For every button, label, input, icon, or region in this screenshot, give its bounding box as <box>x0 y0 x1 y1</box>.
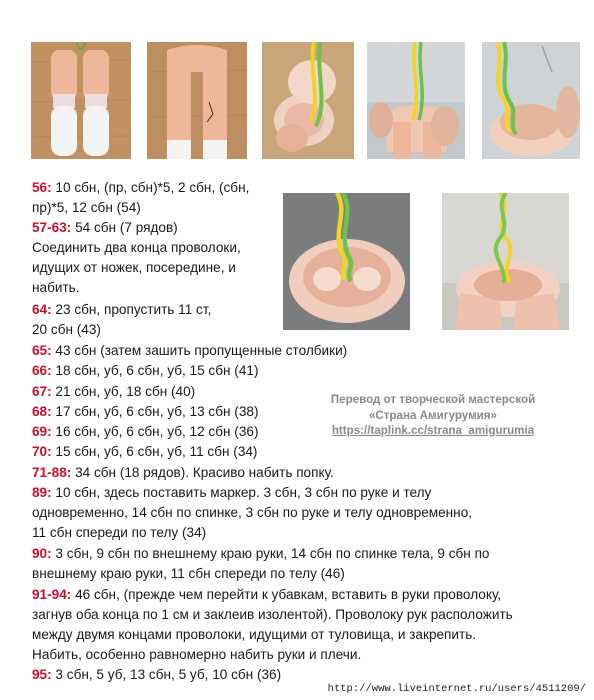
instruction-line <box>32 564 345 583</box>
instruction-line <box>32 585 501 604</box>
instruction-line <box>32 422 258 441</box>
instruction-line <box>32 544 490 563</box>
row-number: 71-88: <box>32 465 72 480</box>
row-text: 10 сбн, (пр, сбн)*5, 2 сбн, (сбн, <box>51 180 250 195</box>
watermark-studio-name: «Страна Амигурумия» <box>368 408 498 422</box>
instruction-line <box>32 605 513 624</box>
row-text: загнув оба конца по 1 см и заклеив изолентой). Проволоку рук расположить <box>32 607 513 622</box>
watermark-credit: Перевод от творческой мастерской <box>330 393 536 406</box>
instruction-line <box>32 258 236 277</box>
row-text: 21 сбн, уб, 18 сбн (40) <box>51 384 196 399</box>
instruction-line <box>32 645 361 664</box>
row-number: 89: <box>32 485 52 500</box>
row-text: идущих от ножек, посередине, и <box>32 260 236 275</box>
row-number: 66: <box>32 363 52 378</box>
photo-wire-stuffing-legs <box>367 42 465 159</box>
row-text: 16 сбн, уб, 6 сбн, уб, 12 сбн (36) <box>51 424 259 439</box>
row-text: 43 сбн (затем зашить пропущенные столбики) <box>51 343 348 358</box>
row-number: 57-63: <box>32 220 72 235</box>
instruction-line <box>32 320 101 339</box>
row-text: 3 сбн, 9 сбн по внешнему краю руки, 14 сбн по спинке тела, 9 сбн по <box>51 546 490 561</box>
row-text: 18 сбн, уб, 6 сбн, уб, 15 сбн (41) <box>51 363 259 378</box>
instruction-line <box>32 382 195 401</box>
row-number: 91-94: <box>32 587 72 602</box>
instruction-line <box>32 361 258 380</box>
instruction-line <box>32 218 178 237</box>
row-text: 34 сбн (18 рядов). Красиво набить попку. <box>71 465 334 480</box>
row-number: 68: <box>32 404 52 419</box>
row-text: пр)*5, 12 сбн (54) <box>32 200 141 215</box>
row-text: 15 сбн, уб, 6 сбн, уб, 11 сбн (34) <box>51 444 258 459</box>
instruction-line <box>32 625 476 644</box>
instruction-line <box>32 238 241 257</box>
row-number: 70: <box>32 444 52 459</box>
row-text: 20 сбн (43) <box>32 322 101 337</box>
row-text: внешнему краю руки, 11 сбн спереди по телу (46) <box>32 566 345 581</box>
row-number: 90: <box>32 546 52 561</box>
instruction-line <box>32 341 347 360</box>
instruction-line <box>32 278 80 297</box>
instruction-line <box>32 300 211 319</box>
instruction-line <box>32 463 334 482</box>
translation-watermark <box>300 392 566 439</box>
row-text: одновременно, 14 сбн по спинке, 3 сбн по руке и телу одновременно, <box>32 505 473 520</box>
row-number: 56: <box>32 180 52 195</box>
photo-wire-inside-legs <box>262 42 354 159</box>
row-text: Соединить два конца проволоки, <box>32 240 241 255</box>
row-text: 46 сбн, (прежде чем перейти к убавкам, вставить в руки проволоку, <box>71 587 502 602</box>
row-text: 11 сбн спереди по телу (34) <box>32 525 207 540</box>
instruction-line <box>32 503 472 522</box>
source-url[interactable]: http://www.liveinternet.ru/users/4511209/ <box>327 683 586 695</box>
watermark-link[interactable]: https://taplink.cc/strana_amigurumia <box>331 424 535 437</box>
photo-legs-white-boots <box>31 42 131 159</box>
row-text: Набить, особенно равномерно набить руки и плечи. <box>32 647 362 662</box>
row-number: 64: <box>32 302 52 317</box>
row-text: набить. <box>32 280 80 295</box>
instruction-line <box>32 178 249 197</box>
instruction-line <box>32 442 257 461</box>
photo-joined-legs-top-view <box>283 193 410 330</box>
photo-legs-joined-top <box>147 42 247 159</box>
photo-body-base-twisted-wire <box>442 193 569 330</box>
photo-wire-twisted-hand <box>482 42 580 159</box>
row-number: 67: <box>32 384 52 399</box>
row-text: 54 сбн (7 рядов) <box>71 220 178 235</box>
row-text: 23 сбн, пропустить 11 ст, <box>51 302 212 317</box>
row-number: 69: <box>32 424 52 439</box>
instruction-line <box>32 198 141 217</box>
row-text: между двумя концами проволоки, идущими от туловища, и закрепить. <box>32 627 477 642</box>
row-number: 95: <box>32 667 52 682</box>
instruction-line <box>32 483 431 502</box>
row-text: 3 сбн, 5 уб, 13 сбн, 5 уб, 10 сбн (36) <box>51 667 282 682</box>
row-number: 65: <box>32 343 52 358</box>
instruction-line <box>32 402 258 421</box>
instruction-line <box>32 523 206 542</box>
row-text: 17 сбн, уб, 6 сбн, уб, 13 сбн (38) <box>51 404 259 419</box>
row-text: 10 сбн, здесь поставить маркер. 3 сбн, 3 сбн по руке и телу <box>51 485 432 500</box>
instruction-line <box>32 665 281 684</box>
